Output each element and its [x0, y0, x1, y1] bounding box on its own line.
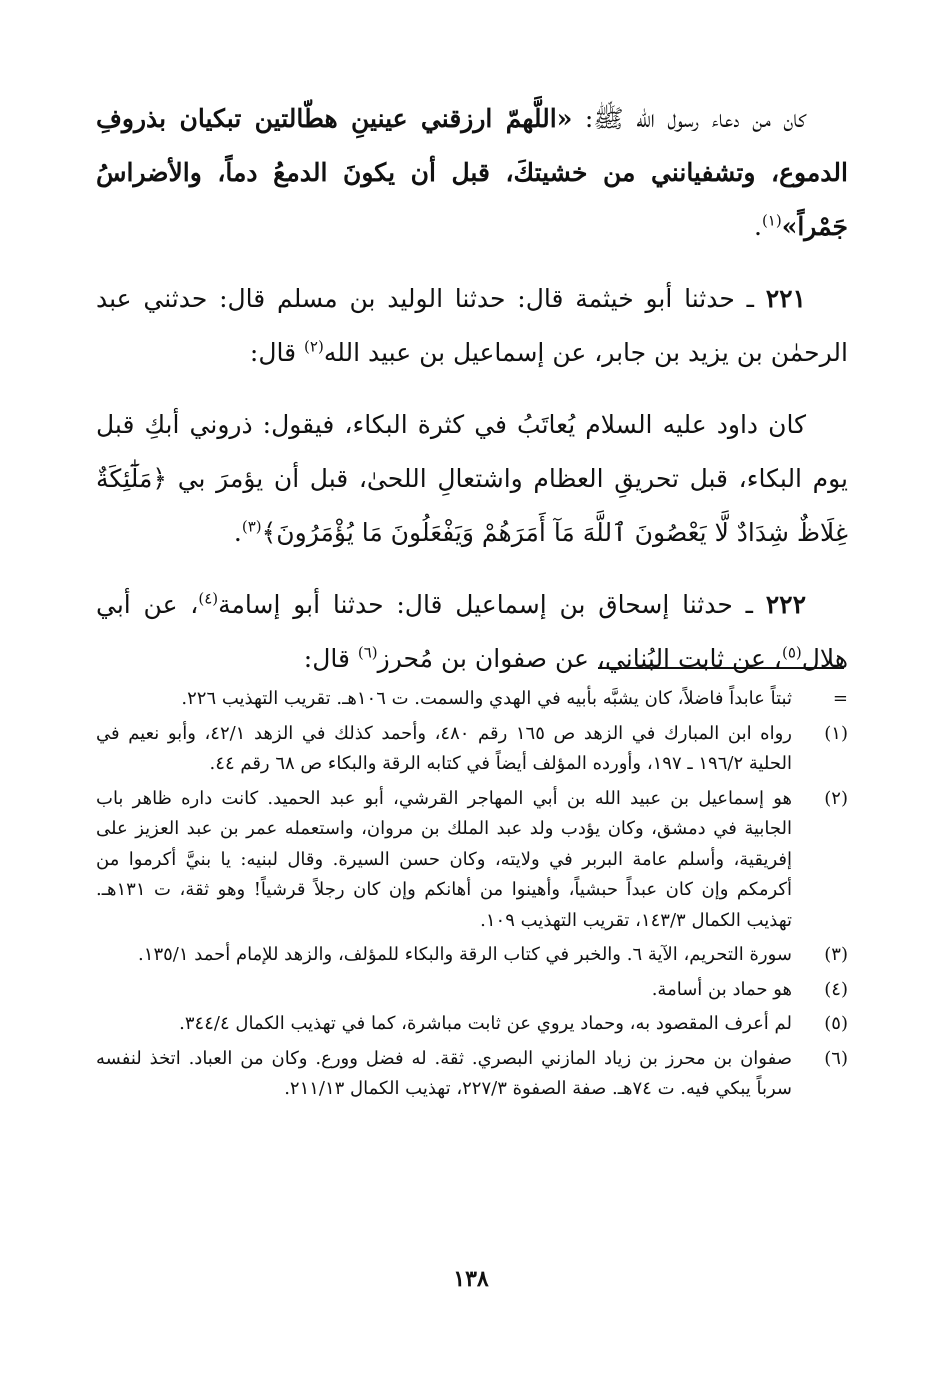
- footnote-mark: (٣): [824, 944, 848, 965]
- footnote-mark: (١): [824, 722, 848, 744]
- spacer: [96, 380, 848, 398]
- hadith-221: [96, 272, 848, 380]
- dua-quote: «اللَّهمّ ارزقني عينينِ هطّالتين تبكيان بذروفِ الدموع، وتشفيانني من خشيتكَ، قبل أن يكونَ الدمعُ دماً، والأضراسُ جَمْراً»: [96, 104, 848, 241]
- footnote-separator: [598, 667, 844, 669]
- hadith-222-qala: قال:: [303, 644, 358, 673]
- footnote-text: ثبتاً عابداً فاضلاً، كان يشبَّه بأبيه في الهدي والسمت. ت ١٠٦هـ. تقريب التهذيب ٢٢٦.: [181, 688, 792, 709]
- hadith-number-222: ٢٢٢: [765, 590, 807, 619]
- footnote-text: هو إسماعيل بن عبيد الله بن أبي المهاجر القرشي، أبو عبد الحميد. كانت داره ظاهر باب الجابية في دمشق، وكان يؤدب ولد عبد الملك بن مروان، واستعمله عمر بن عبد العزيز على إفريقية، وأسلم عامة البربر في ولايته، وكان حسن السيرة. وقال لبنيه: يا بنيَّ أكرموا من أكرمكم وإن كان عبداً حبشياً، وأهينوا من أهانكم وإن كان رجلاً قرشياً! وهو ثقة، ت ١٣١هـ. تهذيب الكمال ١٤٣/٣، تقريب التهذيب ١٠٩.: [96, 787, 792, 931]
- period: .: [233, 518, 242, 547]
- hadith-221-qala: قال:: [249, 338, 305, 367]
- footnote-mark: (٢): [824, 787, 848, 809]
- footnote-ref-5: (٥): [781, 643, 802, 662]
- footnote-ref-4: (٤): [198, 589, 219, 608]
- footnote-ref-2: (٢): [304, 337, 324, 356]
- hadith-number-221: ٢٢١: [765, 284, 806, 313]
- footnote-mark: =: [832, 688, 848, 709]
- spacer: [96, 560, 848, 578]
- hadith-222-isnad-b: ، عن أبي هلال: [96, 590, 848, 673]
- footnotes: [96, 684, 848, 1109]
- footnote-text: رواه ابن المبارك في الزهد ص ١٦٥ رقم ٤٨٠، وأحمد كذلك في الزهد ٤٢/١، وأبو نعيم في الحلية ١٩٦/٢ ـ ١٩٧، وأورده المؤلف أيضاً في كتابه الرقة والبكاء ص ٦٨ رقم ٤٤.: [96, 722, 792, 774]
- dua-intro: كان من دعاء رسول الله ﷺ:: [572, 104, 806, 133]
- period: .: [753, 212, 762, 241]
- footnote-ref-3: (٣): [241, 517, 262, 536]
- footnote-mark: (٥): [824, 1013, 848, 1034]
- page-number: ١٣٨: [453, 1266, 489, 1292]
- footnote-4: [96, 975, 848, 1006]
- footnote-mark: (٦): [824, 1047, 848, 1069]
- main-text: [96, 92, 848, 686]
- footnote-continued: [96, 684, 848, 715]
- dawud-text: كان داود عليه السلام يُعاتَبُ في كثرة البكاء، فيقول: ذروني أبكِ قبل يوم البكاء، قبل تحريقِ العظام واشتعالِ اللحىٰ، قبل أن يؤمرَ بي: [96, 410, 848, 493]
- paragraph-dawud: [96, 398, 848, 560]
- footnote-text: هو حماد بن أسامة.: [651, 978, 792, 1000]
- quran-verse: ﴿مَلَٰٓئِكَةٌ غِلَاظٌ شِدَادٌ لَّا يَعْصُونَ ٱللَّهَ مَآ أَمَرَهُمْ وَيَفْعَلُونَ مَا يُؤْمَرُونَ﴾: [96, 464, 848, 547]
- footnote-3: [96, 940, 848, 971]
- footnote-2: [96, 784, 848, 937]
- footnote-5: [96, 1009, 848, 1040]
- footnote-text: لم أعرف المقصود به، وحماد يروي عن ثابت مباشرة، كما في تهذيب الكمال ٣٤٤/٤.: [179, 1013, 792, 1034]
- hadith-221-isnad: ـ حدثنا أبو خيثمة قال: حدثنا الوليد بن مسلم قال: حدثني عبد الرحمٰن بن يزيد بن جابر، عن إسماعيل بن عبيد الله: [96, 284, 848, 367]
- hadith-222: [96, 578, 848, 686]
- spacer: [96, 254, 848, 272]
- hadith-222-isnad-a: ـ حدثنا إسحاق بن إسماعيل قال: حدثنا أبو إسامة: [218, 590, 766, 619]
- footnote-text: سورة التحريم، الآية ٦. والخبر في كتاب الرقة والبكاء للمؤلف، والزهد للإمام أحمد ١٣٥/١.: [138, 944, 792, 965]
- paragraph-prophet-dua: [96, 92, 848, 254]
- footnote-text: صفوان بن محرز بن زياد المازني البصري. ثقة. له فضل وورع. وكان من العباد. اتخذ لنفسه سرباً يبكي فيه. ت ٧٤هـ. صفة الصفوة ٢٢٧/٣، تهذيب الكمال ٢١١/١٣.: [96, 1047, 792, 1099]
- footnote-6: [96, 1044, 848, 1105]
- footnote-ref-1: (١): [761, 211, 782, 230]
- footnote-ref-6: (٦): [357, 643, 378, 662]
- footnote-mark: (٤): [824, 978, 848, 1000]
- hadith-222-isnad-c: ، عن ثابت البُناني، عن صفوان بن مُحرز: [377, 644, 782, 673]
- footnote-1: [96, 719, 848, 780]
